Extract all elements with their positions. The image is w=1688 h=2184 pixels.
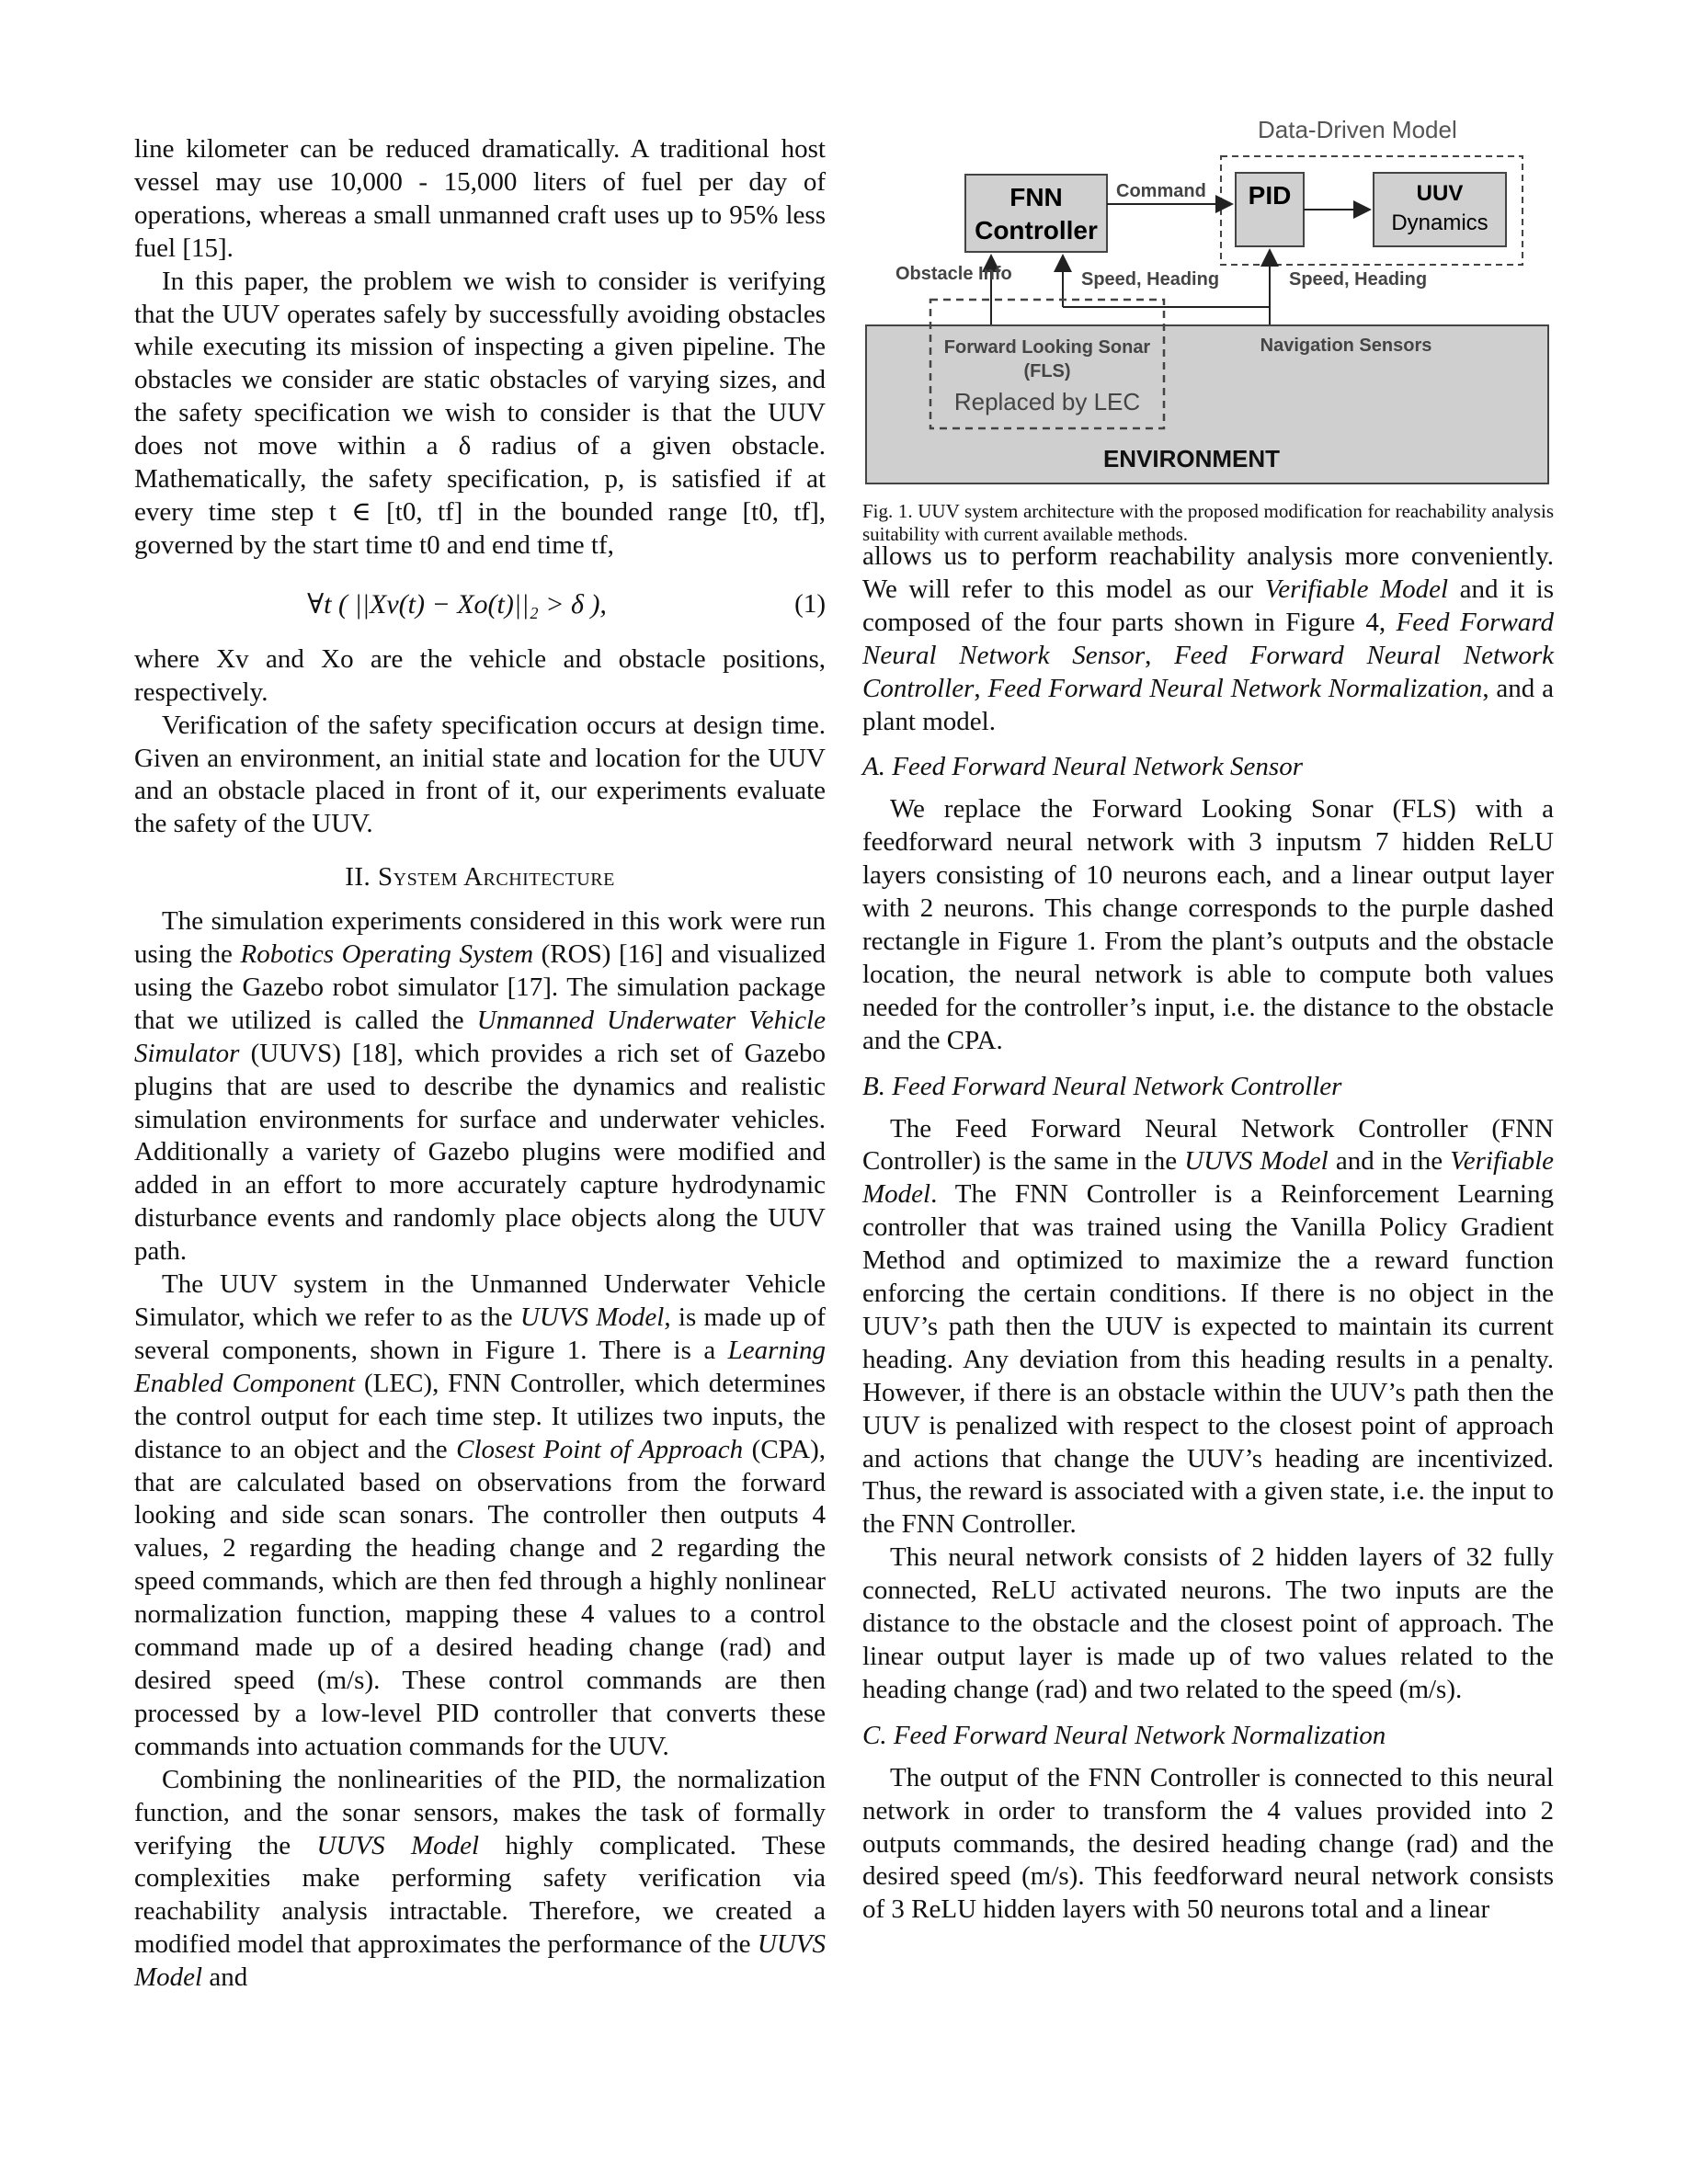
data-driven-model-label: Data-Driven Model: [1258, 116, 1457, 143]
uuv-label: UUV: [1416, 181, 1464, 206]
dynamics-label: Dynamics: [1391, 210, 1488, 235]
equation-1: [134, 568, 826, 642]
figure-caption: Fig. 1. UUV system architecture with the proposed modification for reachability analysis suitability with current available methods.: [862, 500, 1554, 545]
fnn-label: FNN: [1009, 183, 1063, 211]
paragraph: allows us to perform reachability analysis more conveniently. We will refer to this model as our Verifiable Model and it is composed of the four parts shown in Figure 4, Feed Forward Neural Network Sensor, Feed Forward Neural Network Controller, Feed Forward Neural Network Normalization, and a plant model.: [862, 541, 1554, 736]
paragraph: The UUV system in the Unmanned Underwater Vehicle Simulator, which we refer to as the UUVS Model, is made up of several components, shown in Figure 1. There is a Learning Enabled Component (LEC), FNN Controller, which determines the control output for each time step. It utilizes two inputs, the distance to an object and the Closest Point of Approach (CPA), that are calculated based on observations from the forward looking and side scan sonars. The controller then outputs 4 values, 2 regarding the heading change and 2 regarding the speed commands, which are then fed through a highly nonlinear normalization function, mapping these 4 values to a control command made up of a desired heading change (rad) and desired speed (m/s). These control commands are then processed by a low-level PID controller that converts these commands into actuation commands for the UUV.: [134, 1269, 827, 1761]
paragraph: Verification of the safety specification occurs at design time. Given an environment, an initial state and location for the UUV and an obstacle placed in front of it, our experiments evaluate the safety of the UUV.: [134, 710, 826, 839]
equation-number: (1): [794, 588, 826, 619]
speed-heading-label-2: Speed, Heading: [1289, 269, 1428, 290]
subsection-title: C. Feed Forward Neural Network Normalization: [862, 1720, 1386, 1750]
paragraph: The simulation experiments considered in this work were run using the Robotics Operating System (ROS) [16] and visualized using the Gazebo robot simulator [17]. The simulation package that we utilized is called the Unmanned Underwater Vehicle Simulator (UUVS) [18], which provides a rich set of Gazebo plugins that are used to describe the dynamics and realistic simulation environments for surface and underwater vehicles. Additionally a variety of Gazebo plugins were modified and added in an effort to more accurately capture hydrodynamic disturbance events and randomly place objects along the UUV path.: [134, 906, 826, 1267]
fls-abbrev-label: (FLS): [1023, 361, 1071, 381]
subsection-title: B. Feed Forward Neural Network Controller: [862, 1071, 1342, 1101]
command-label: Command: [1116, 181, 1206, 201]
navigation-sensors-label: Navigation Sensors: [1260, 336, 1432, 356]
paragraph: We replace the Forward Looking Sonar (FLS) with a feedforward neural network with 3 inputsm 7 hidden ReLU layers consisting of 10 neurons each, and a linear output layer with 2 neurons. This change corresponds to the purple dashed rectangle in Figure 1. From the plant’s outputs and the obstacle location, the neural network is able to compute both values needed for the controller’s input, i.e. the distance to the obstacle and the CPA.: [862, 794, 1554, 1055]
equation-body: ∀t ( ||Xv(t) − Xo(t)||₂ > δ ),: [307, 588, 607, 620]
architecture-diagram: [862, 112, 1554, 498]
paragraph: Combining the nonlinearities of the PID, the normalization function, and the sonar sensors, makes the task of formally verifying the UUVS Model highly complicated. These complexities make performing safety verification via reachability analysis intractable. Therefore, we created a modified model that approximates the performance of the UUVS Model and: [134, 1764, 826, 1993]
environment-label: ENVIRONMENT: [1102, 445, 1281, 472]
pid-label: PID: [1248, 181, 1292, 210]
section-title: II. System Architecture: [345, 862, 615, 893]
paragraph: This neural network consists of 2 hidden layers of 32 fully connected, ReLU activated neurons. The two inputs are the distance to the obstacle and the closest point of approach. The linear output layer is made up of two values related to the heading change (rad) and two related to the speed (m/s).: [862, 1542, 1554, 1704]
paragraph: line kilometer can be reduced dramatically. A traditional host vessel may use 10,000 - 15,000 liters of fuel per day of operations, whereas a small unmanned craft uses up to 95% less fuel [15].: [134, 134, 826, 263]
paragraph: The output of the FNN Controller is connected to this neural network in order to transform the 4 values provided into 2 outputs commands, the desired heading change (rad) and the desired speed (m/s). This feedforward neural network consists of 3 ReLU hidden layers with 50 neurons total and a linear: [862, 1762, 1554, 1925]
paragraph: where Xv and Xo are the vehicle and obstacle positions, respectively.: [134, 643, 826, 707]
left-column: [134, 133, 826, 1995]
fls-label: Forward Looking Sonar: [943, 337, 1151, 358]
subsection-title: A. Feed Forward Neural Network Sensor: [862, 752, 1303, 782]
obstacle-info-label: Obstacle Info: [895, 264, 1012, 284]
paragraph: In this paper, the problem we wish to consider is verifying that the UUV operates safely by successfully avoiding obstacles while executing its mission of inspecting a given pipeline. The obstacles we consider are static obstacles of varying sizes, and the safety specification we wish to consider is that the UUV does not move within a δ radius of a given obstacle. Mathematically, the safety specification, p, is satisfied if at every time step t ∈ [t0, tf] in the bounded range [t0, tf], governed by the start time t0 and end time tf,: [134, 266, 826, 560]
right-column: [862, 540, 1554, 1927]
figure-1: [862, 112, 1554, 498]
replaced-by-lec-label: Replaced by LEC: [953, 388, 1141, 415]
controller-label: Controller: [975, 216, 1098, 245]
speed-heading-label-1: Speed, Heading: [1081, 269, 1220, 290]
paragraph: The Feed Forward Neural Network Controller (FNN Controller) is the same in the UUVS Model and in the Verifiable Model. The FNN Controller is a Reinforcement Learning controller that was trained using the Vanilla Policy Gradient Method and optimized to maximize the a reward function enforcing the certain conditions. If there is no object in the UUV’s path then the UUV is expected to maintain its current heading. Any deviation from this heading results in a penalty. However, if there is an obstacle within the UUV’s path then the UUV is penalized with respect to the closest point of approach and actions that change the UUV’s heading are incentivized. Thus, the reward is associated with a given state, i.e. the input to the FNN Controller.: [862, 1113, 1555, 1540]
